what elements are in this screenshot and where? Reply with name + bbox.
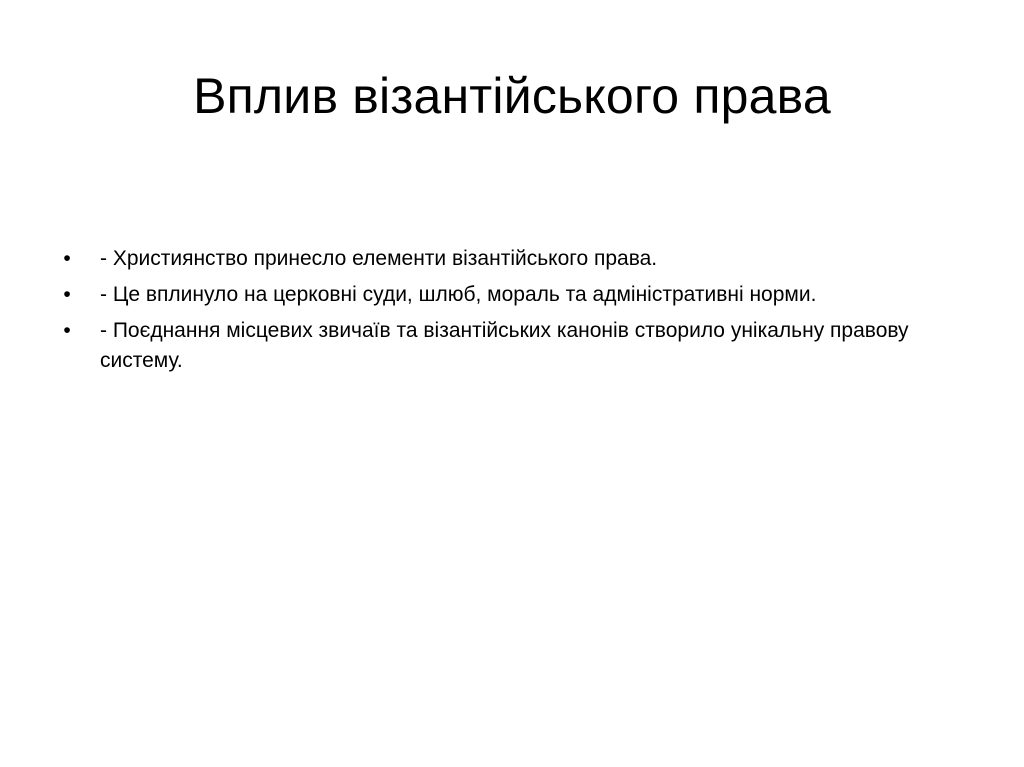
bullet-item — [60, 280, 940, 310]
bullet-dot-icon: • — [63, 283, 71, 306]
bullet-text: - Це вплинуло на церковні суди, шлюб, мораль та адміністративні норми. — [100, 283, 817, 306]
slide-title: Вплив візантійського права — [193, 68, 831, 124]
bullet-text: - Християнство принесло елементи візантійського права. — [100, 247, 658, 270]
bullet-list — [60, 244, 940, 382]
bullet-dot-icon: • — [63, 247, 71, 270]
bullet-text: - Поєднання місцевих звичаїв та візантійських канонів створило унікальну правову систему. — [100, 319, 909, 372]
bullet-dot-icon: • — [63, 319, 71, 342]
bullet-item — [60, 244, 940, 274]
bullet-item — [60, 316, 940, 376]
